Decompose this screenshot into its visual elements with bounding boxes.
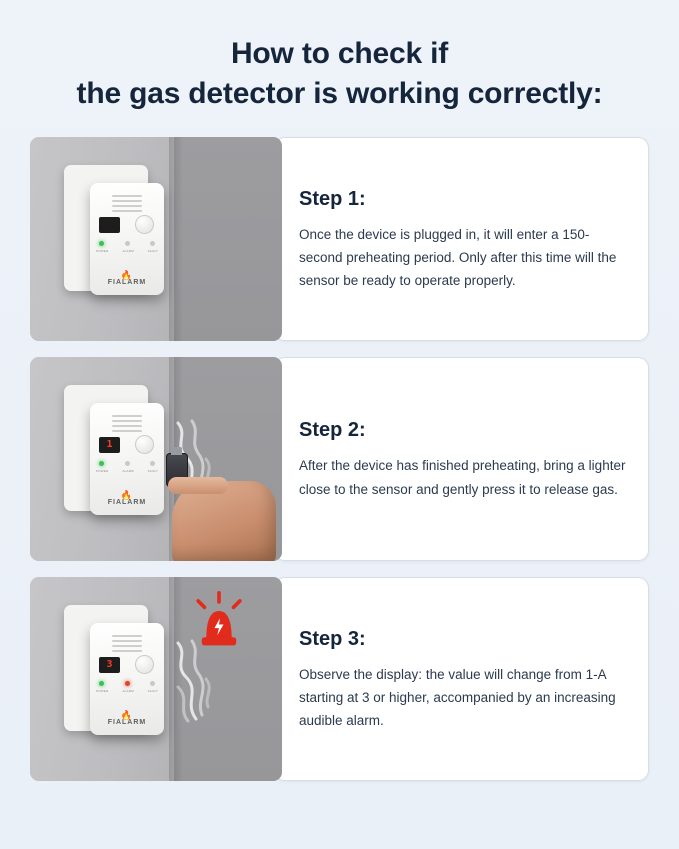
led-labels-1: [96, 249, 158, 253]
power-led-icon: [99, 461, 104, 466]
test-button-3: [135, 655, 154, 674]
title-line-2: the gas detector is working correctly:: [76, 76, 603, 110]
fault-led-icon: [150, 241, 155, 246]
brand-label-3: [90, 711, 164, 726]
step-2-title: Step 2:: [299, 419, 366, 442]
flame-icon: 🔥: [120, 270, 134, 281]
fault-led-icon: [150, 681, 155, 686]
wall-shadow: [169, 137, 183, 341]
step-1-body: Once the device is plugged in, it will enter a 150-second preheating period. Only after this time will the sensor be ready to operate properly.: [299, 226, 617, 289]
led-row-1: [99, 241, 155, 246]
vent-grille-icon: [112, 195, 142, 215]
flame-icon: 🔥: [120, 710, 134, 721]
gas-detector-3: [90, 623, 164, 735]
step-row-3: [30, 577, 649, 781]
brand-label-1: [90, 271, 164, 286]
power-led-icon: [99, 681, 104, 686]
led-label-alarm: ALARM: [122, 689, 134, 694]
detector-display-3: 3: [99, 657, 120, 673]
wall-shadow: [169, 577, 183, 781]
led-label-alarm: ALARM: [122, 249, 134, 254]
led-labels-3: [96, 689, 158, 693]
step-3-photo: [30, 577, 282, 781]
step-1-photo: [30, 137, 282, 341]
alarm-led-icon: [125, 461, 130, 466]
wall-socket-3: [64, 605, 158, 731]
step-2-body: After the device has finished preheating, bring a lighter close to the sensor and gently press it to release gas.: [299, 458, 626, 497]
led-label-power: POWER: [96, 689, 109, 694]
brand-text-1: FIALARM: [107, 279, 147, 287]
led-row-3: [99, 681, 155, 686]
gas-detector-1: [90, 183, 164, 295]
hand-with-lighter-2: [160, 461, 276, 561]
step-1-title: Step 1:: [299, 187, 366, 210]
vent-grille-icon: [112, 415, 142, 435]
step-1-card: [274, 137, 649, 341]
led-labels-2: [96, 469, 158, 473]
thumb: [168, 477, 228, 494]
test-button-2: [135, 435, 154, 454]
alarm-led-icon: [125, 241, 130, 246]
gas-detector-2: [90, 403, 164, 515]
led-label-power: POWER: [96, 469, 109, 474]
brand-label-2: [90, 491, 164, 506]
led-row-2: [99, 461, 155, 466]
led-label-power: POWER: [96, 249, 109, 254]
brand-text-3: FIALARM: [107, 719, 147, 727]
detector-display-2: 1: [99, 437, 120, 453]
alarm-siren-icon: [190, 591, 248, 649]
flame-icon: 🔥: [120, 490, 134, 501]
led-label-fault: FAULT: [147, 689, 158, 694]
power-led-icon: [99, 241, 104, 246]
step-3-title: Step 3:: [299, 627, 366, 650]
step-row-2: [30, 357, 649, 561]
fault-led-icon: [150, 461, 155, 466]
step-row-1: [30, 137, 649, 341]
led-label-fault: FAULT: [147, 249, 158, 254]
test-button-1: [135, 215, 154, 234]
led-label-fault: FAULT: [147, 469, 158, 474]
vent-grille-icon: [112, 635, 142, 655]
brand-text-2: FIALARM: [107, 499, 147, 507]
wall-socket-1: [64, 165, 158, 291]
step-3-card: [274, 577, 649, 781]
title-line-1: How to check if: [230, 37, 449, 70]
step-2-card: [274, 357, 649, 561]
alarm-led-icon: [125, 681, 130, 686]
page-title: [0, 0, 679, 123]
steps-list: [0, 123, 679, 781]
wall-socket-2: [64, 385, 158, 511]
led-label-alarm: ALARM: [122, 469, 134, 474]
step-2-photo: [30, 357, 282, 561]
detector-display-1: [99, 217, 120, 233]
wall-dark: [174, 137, 282, 341]
step-3-body: Observe the display: the value will change from 1-A starting at 3 or higher, accompanied by an increasing audible alarm.: [299, 666, 616, 729]
